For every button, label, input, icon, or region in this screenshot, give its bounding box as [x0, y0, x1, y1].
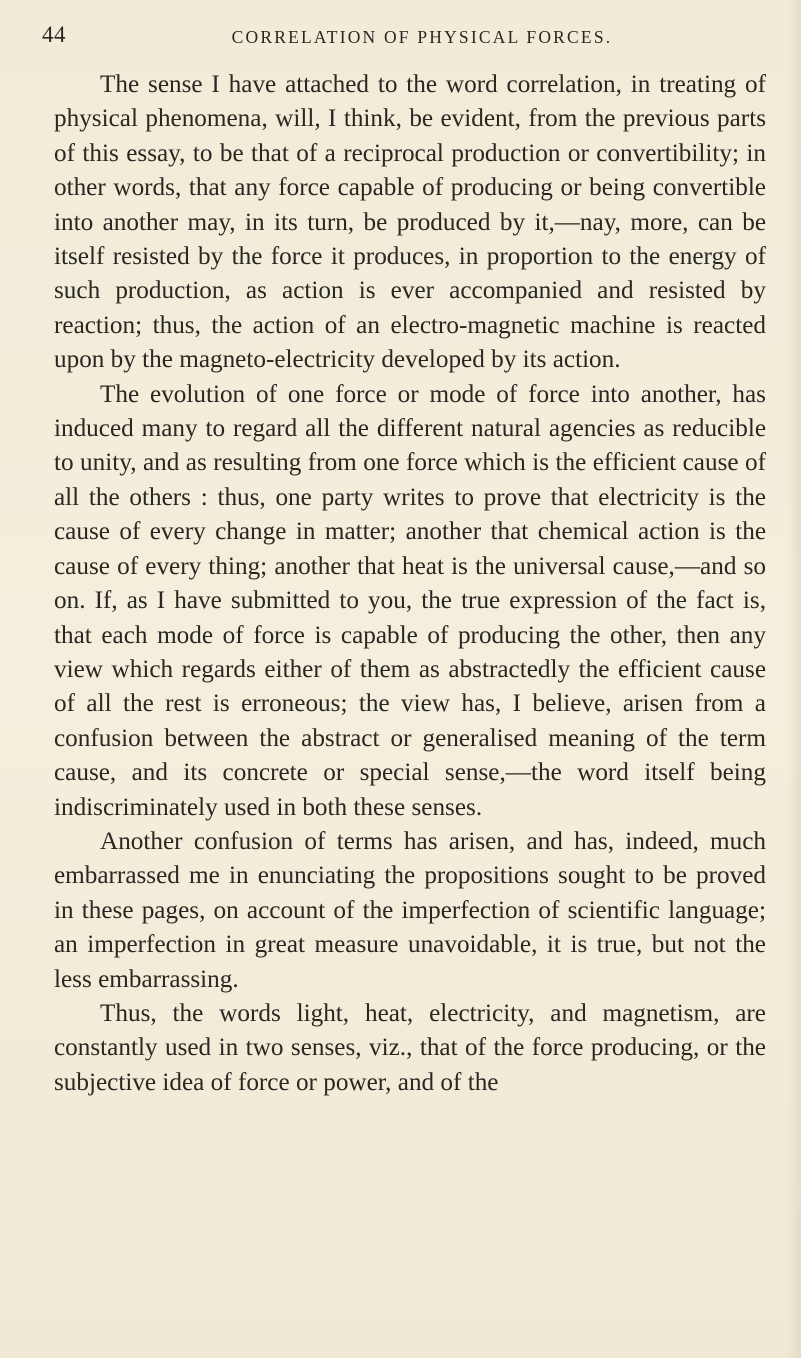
- paragraph-1: The sense I have attached to the word correlation, in treating of physical phenomena, will, I think, be evident, from the previous parts of this essay, to be that of a reciprocal production or convertibility; in other words, that any force capable of producing or being convertible into another may, in its turn, be produced by it,—nay, more, can be itself resisted by the force it produces, in proportion to the energy of such production, as action is ever accompanied and resisted by reaction; thus, the action of an electro-magnetic machine is reacted upon by the magneto-electricity developed by its action.: [54, 71, 766, 374]
- paragraph-2: The evolution of one force or mode of force into another, has induced many to regard all the different natural agencies as reducible to unity, and as resulting from one force which is the efficient cause of all the others : thus, one party writes to prove that electricity is the cause of every change in matter; another that chemical action is the cause of every thing; another that heat is the universal cause,—and so on. If, as I have submitted to you, the true expression of the fact is, that each mode of force is capable of producing the other, then any view which regards either of them as abstractedly the efficient cause of all the rest is erroneous; the view has, I believe, arisen from a confusion between the abstract or generalised meaning of the term cause, and its concrete or special sense,—the word itself being indiscriminately used in both these senses.: [54, 380, 766, 821]
- paragraph-4: Thus, the words light, heat, electricity, and magnetism, are constantly used in two senses, viz., that of the force producing, or the subjective idea of force or power, and of the: [54, 999, 766, 1096]
- page-header: [42, 22, 782, 56]
- paragraph-3: Another confusion of terms has arisen, and has, indeed, much embarrassed me in enunciating the propositions sought to be proved in these pages, on account of the imperfection of scientific language; an imperfection in great measure unavoidable, it is true, but not the less embarrassing.: [54, 827, 766, 993]
- body-text: [54, 68, 766, 1100]
- page-number: 44: [42, 22, 66, 47]
- page-edge-shadow: [787, 0, 801, 1358]
- running-head: CORRELATION OF PHYSICAL FORCES.: [231, 27, 613, 47]
